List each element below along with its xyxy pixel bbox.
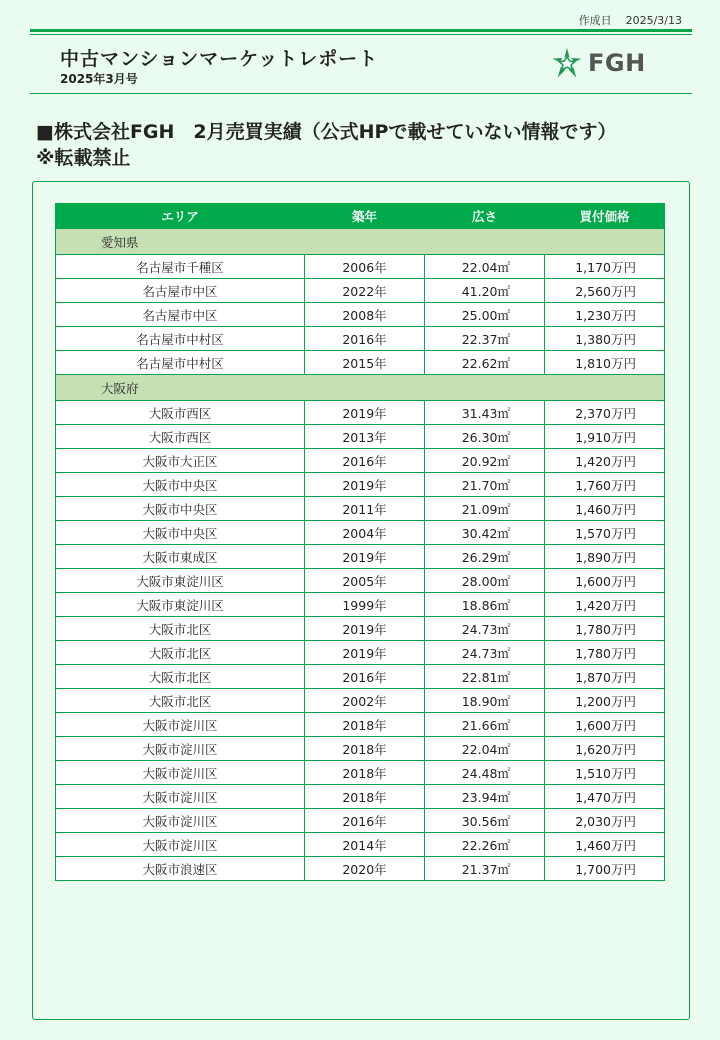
cell-price: 1,420万円 (545, 449, 665, 473)
table-row (56, 833, 665, 857)
cell-year: 2018年 (305, 761, 425, 785)
cell-size: 22.04㎡ (425, 255, 545, 279)
company-logo (550, 45, 660, 81)
cell-year: 2006年 (305, 255, 425, 279)
region-row (56, 229, 665, 255)
cell-year: 2008年 (305, 303, 425, 327)
cell-year: 2011年 (305, 497, 425, 521)
top-rule (30, 29, 692, 32)
cell-size: 23.94㎡ (425, 785, 545, 809)
column-header-area: エリア (56, 203, 305, 229)
cell-area: 名古屋市中区 (56, 279, 305, 303)
cell-area: 大阪市大正区 (56, 449, 305, 473)
table-row (56, 857, 665, 881)
cell-year: 2002年 (305, 689, 425, 713)
table-row (56, 785, 665, 809)
region-label: 愛知県 (56, 229, 665, 255)
cell-price: 1,420万円 (545, 593, 665, 617)
cell-year: 1999年 (305, 593, 425, 617)
cell-size: 25.00㎡ (425, 303, 545, 327)
cell-size: 28.00㎡ (425, 569, 545, 593)
top-rule-thin (30, 34, 692, 35)
cell-area: 名古屋市中村区 (56, 327, 305, 351)
cell-year: 2022年 (305, 279, 425, 303)
cell-year: 2016年 (305, 809, 425, 833)
cell-size: 24.73㎡ (425, 641, 545, 665)
cell-year: 2018年 (305, 785, 425, 809)
cell-year: 2016年 (305, 327, 425, 351)
cell-price: 1,890万円 (545, 545, 665, 569)
cell-year: 2020年 (305, 857, 425, 881)
main-title-line1: ■株式会社FGH 2月売買実績（公式HPで載せていない情報です） (36, 121, 617, 143)
cell-price: 1,810万円 (545, 351, 665, 375)
cell-price: 1,600万円 (545, 569, 665, 593)
cell-price: 1,620万円 (545, 737, 665, 761)
cell-year: 2005年 (305, 569, 425, 593)
cell-area: 大阪市北区 (56, 689, 305, 713)
cell-price: 1,910万円 (545, 425, 665, 449)
cell-area: 大阪市浪速区 (56, 857, 305, 881)
header-rule (30, 93, 692, 94)
cell-price: 1,170万円 (545, 255, 665, 279)
table-row (56, 279, 665, 303)
cell-price: 1,600万円 (545, 713, 665, 737)
cell-size: 26.30㎡ (425, 425, 545, 449)
cell-area: 大阪市淀川区 (56, 809, 305, 833)
cell-size: 21.70㎡ (425, 473, 545, 497)
table-row (56, 351, 665, 375)
table-row (56, 713, 665, 737)
table-row (56, 737, 665, 761)
cell-year: 2018年 (305, 713, 425, 737)
cell-area: 大阪市東淀川区 (56, 569, 305, 593)
created-label: 作成日 (578, 14, 612, 27)
cell-price: 2,560万円 (545, 279, 665, 303)
cell-price: 1,870万円 (545, 665, 665, 689)
cell-size: 30.56㎡ (425, 809, 545, 833)
cell-size: 20.92㎡ (425, 449, 545, 473)
cell-size: 26.29㎡ (425, 545, 545, 569)
report-title: 中古マンションマーケットレポート (60, 48, 379, 70)
cell-area: 大阪市淀川区 (56, 713, 305, 737)
cell-size: 21.09㎡ (425, 497, 545, 521)
cell-size: 18.86㎡ (425, 593, 545, 617)
table-row (56, 761, 665, 785)
cell-size: 22.81㎡ (425, 665, 545, 689)
table-row (56, 617, 665, 641)
cell-area: 大阪市中央区 (56, 521, 305, 545)
cell-size: 22.37㎡ (425, 327, 545, 351)
cell-year: 2019年 (305, 473, 425, 497)
cell-year: 2019年 (305, 545, 425, 569)
cell-price: 1,200万円 (545, 689, 665, 713)
cell-price: 1,470万円 (545, 785, 665, 809)
table-row (56, 689, 665, 713)
logo-text: FGH (588, 49, 646, 77)
sales-table (55, 203, 665, 881)
table-row (56, 401, 665, 425)
table-row (56, 449, 665, 473)
cell-price: 1,380万円 (545, 327, 665, 351)
cell-price: 1,460万円 (545, 497, 665, 521)
cell-year: 2004年 (305, 521, 425, 545)
cell-price: 1,460万円 (545, 833, 665, 857)
region-label: 大阪府 (56, 375, 665, 401)
table-row (56, 569, 665, 593)
cell-area: 大阪市淀川区 (56, 761, 305, 785)
table-row (56, 545, 665, 569)
cell-area: 大阪市東淀川区 (56, 593, 305, 617)
cell-area: 大阪市東成区 (56, 545, 305, 569)
table-row (56, 521, 665, 545)
cell-year: 2013年 (305, 425, 425, 449)
cell-size: 21.37㎡ (425, 857, 545, 881)
cell-price: 1,780万円 (545, 617, 665, 641)
cell-size: 24.73㎡ (425, 617, 545, 641)
cell-area: 名古屋市中村区 (56, 351, 305, 375)
cell-size: 18.90㎡ (425, 689, 545, 713)
column-header-price: 買付価格 (545, 203, 665, 229)
column-header-size: 広さ (425, 203, 545, 229)
cell-year: 2016年 (305, 449, 425, 473)
table-row (56, 665, 665, 689)
cell-year: 2019年 (305, 641, 425, 665)
cell-area: 大阪市中央区 (56, 497, 305, 521)
cell-area: 大阪市中央区 (56, 473, 305, 497)
main-title (36, 119, 616, 171)
cell-size: 30.42㎡ (425, 521, 545, 545)
table-row (56, 497, 665, 521)
cell-area: 大阪市淀川区 (56, 833, 305, 857)
cell-price: 2,370万円 (545, 401, 665, 425)
table-row (56, 255, 665, 279)
cell-year: 2016年 (305, 665, 425, 689)
cell-area: 大阪市北区 (56, 641, 305, 665)
cell-size: 41.20㎡ (425, 279, 545, 303)
cell-area: 大阪市西区 (56, 401, 305, 425)
table-row (56, 425, 665, 449)
column-header-year: 築年 (305, 203, 425, 229)
cell-size: 22.04㎡ (425, 737, 545, 761)
created-date: 2025/3/13 (625, 14, 682, 27)
cell-price: 2,030万円 (545, 809, 665, 833)
cell-price: 1,570万円 (545, 521, 665, 545)
cell-size: 24.48㎡ (425, 761, 545, 785)
created-date-line (565, 12, 682, 28)
cell-area: 大阪市淀川区 (56, 785, 305, 809)
cell-price: 1,760万円 (545, 473, 665, 497)
table-row (56, 473, 665, 497)
cell-size: 21.66㎡ (425, 713, 545, 737)
cell-price: 1,510万円 (545, 761, 665, 785)
cell-year: 2018年 (305, 737, 425, 761)
cell-size: 31.43㎡ (425, 401, 545, 425)
cell-area: 大阪市北区 (56, 665, 305, 689)
cell-area: 名古屋市中区 (56, 303, 305, 327)
cell-size: 22.62㎡ (425, 351, 545, 375)
cell-year: 2019年 (305, 401, 425, 425)
cell-area: 大阪市淀川区 (56, 737, 305, 761)
region-row (56, 375, 665, 401)
table-header-row (56, 203, 665, 229)
cell-price: 1,230万円 (545, 303, 665, 327)
cell-area: 大阪市西区 (56, 425, 305, 449)
cell-price: 1,780万円 (545, 641, 665, 665)
table-row (56, 303, 665, 327)
table-row (56, 641, 665, 665)
cell-year: 2015年 (305, 351, 425, 375)
table-body (56, 229, 665, 881)
issue-label: 2025年3月号 (60, 72, 138, 86)
cell-area: 名古屋市千種区 (56, 255, 305, 279)
cell-size: 22.26㎡ (425, 833, 545, 857)
table-row (56, 593, 665, 617)
cell-year: 2014年 (305, 833, 425, 857)
cell-area: 大阪市北区 (56, 617, 305, 641)
main-title-line2: ※転載禁止 (36, 147, 131, 169)
star-leaf-icon (550, 46, 584, 80)
table-row (56, 809, 665, 833)
table-row (56, 327, 665, 351)
cell-price: 1,700万円 (545, 857, 665, 881)
cell-year: 2019年 (305, 617, 425, 641)
